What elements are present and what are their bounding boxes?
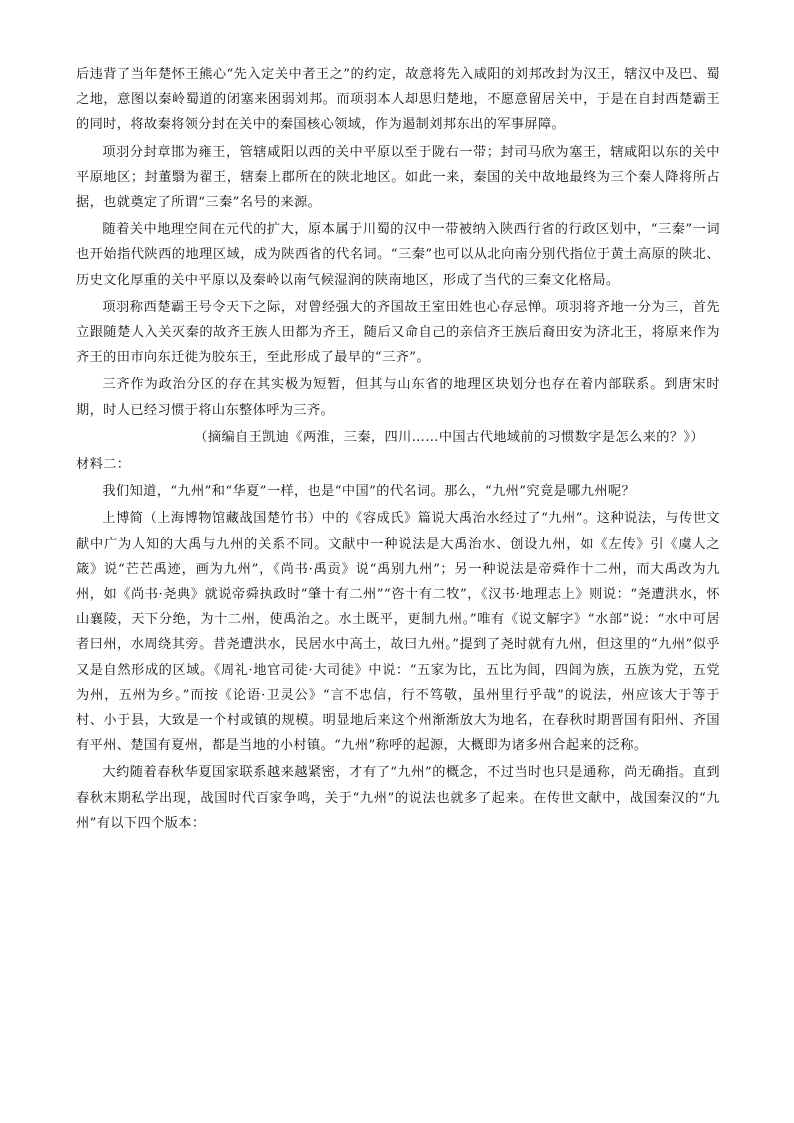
source-citation: （摘编自王凯迪《两淮，三秦，四川……中国古代地域前的习惯数字是怎么来的？》） bbox=[194, 429, 704, 445]
paragraph-jiuzhou-versions: 大约随着春秋华夏国家联系越来越紧密，才有了“九州”的概念，不过当时也只是通称，尚无确指。直到春秋末期私学出现，战国时代百家争鸣，关于“九州”的说法也就多了起来。在传世文献中，战国秦汉的“九州”有以下四个版本： bbox=[76, 765, 720, 831]
paragraph-sanqin-fengwang: 项羽分封章邯为雍王，管辖咸阳以西的关中平原以至于陇右一带；封司马欣为塞王，辖咸阳以东的关中平原地区；封董翳为翟王，辖秦上郡所在的陕北地区。如此一来，秦国的关中故地最终为三个秦人降将所占据，也就奠定了所谓“三秦”名号的来源。 bbox=[76, 144, 720, 211]
paragraph-jiuzhou-sources: 上博简（上海博物馆藏战国楚竹书）中的《容成氏》篇说大禹治水经过了“九州”。这种说法，与传世文献中广为人知的大禹与九州的关系不同。文献中一种说法是大禹治水、创设九州，如《左传》引《虞人之箴》说“芒芒禹迹，画为九州”，《尚书·禹贡》说“禹别九州”；另一种说法是帝舜作十二州，而大禹改为九州，如《尚书·尧典》就说帝舜执政时“肇十有二州”“咨十有二牧”，《汉书·地理志上》则说：“尧遭洪水，怀山襄陵，天下分绝，为十二州，使禹治之。水土既平，更制九州。”唯有《说文解字》“水部”说：“水中可居者曰州，水周绕其旁。昔尧遭洪水，民居水中高土，故曰九州。”提到了尧时就有九州，但这里的“九州”似乎又是自然形成的区域。《周礼·地官司徒·大司徒》中说：“五家为比，五比为闾，四闾为族，五族为党，五党为州，五州为乡。”而按《论语·卫灵公》“言不忠信，行不笃敬，虽州里行乎哉”的说法，州应该大于等于村、小于县，大致是一个村或镇的规模。明显地后来这个州渐渐放大为地名，在春秋时期晋国有阳州、齐国有平州、楚国有夏州，都是当地的小村镇。“九州”称呼的起源，大概即为诸多州合起来的泛称。 bbox=[76, 511, 720, 754]
document-page bbox=[76, 62, 720, 838]
paragraph-sanqi-shandong: 三齐作为政治分区的存在其实极为短暂，但其与山东省的地理区块划分也存在着内部联系。到唐宋时期，时人已经习惯于将山东整体呼为三齐。 bbox=[76, 377, 720, 418]
material-two-label: 材料二： bbox=[76, 457, 131, 473]
paragraph-continuation: 后违背了当年楚怀王熊心“先入定关中者王之”的约定，故意将先入咸阳的刘邦改封为汉王，辖汉中及巴、蜀之地，意图以秦岭蜀道的闭塞来困弱刘邦。而项羽本人却思归楚地，不愿意留居关中，于是在自封西楚霸王的同时，将故秦将领分封在关中的秦国核心领域，作为遏制刘邦东出的军事屏障。 bbox=[76, 67, 720, 133]
paragraph-sanqin-yuandai: 随着关中地理空间在元代的扩大，原本属于川蜀的汉中一带被纳入陕西行省的行政区划中，“三秦”一词也开始指代陕西的地理区域，成为陕西省的代名词。“三秦”也可以从北向南分别代指位于黄土高原的陕北、历史文化厚重的关中平原以及秦岭以南气候湿润的陕南地区，形成了当代的三秦文化格局。 bbox=[76, 222, 720, 288]
paragraph-sanqi-origin: 项羽称西楚霸王号令天下之际，对曾经强大的齐国故王室田姓也心存忌惮。项羽将齐地一分为三，首先立跟随楚人入关灭秦的故齐王族人田都为齐王，随后又命自己的亲信齐王族后裔田安为济北王，将原来作为齐王的田市向东迁徙为胶东王，至此形成了最早的“三齐”。 bbox=[76, 299, 720, 366]
paragraph-jiuzhou-question: 我们知道，“九州”和“华夏”一样，也是“中国”的代名词。那么，“九州”究竟是哪九州呢？ bbox=[102, 484, 636, 500]
